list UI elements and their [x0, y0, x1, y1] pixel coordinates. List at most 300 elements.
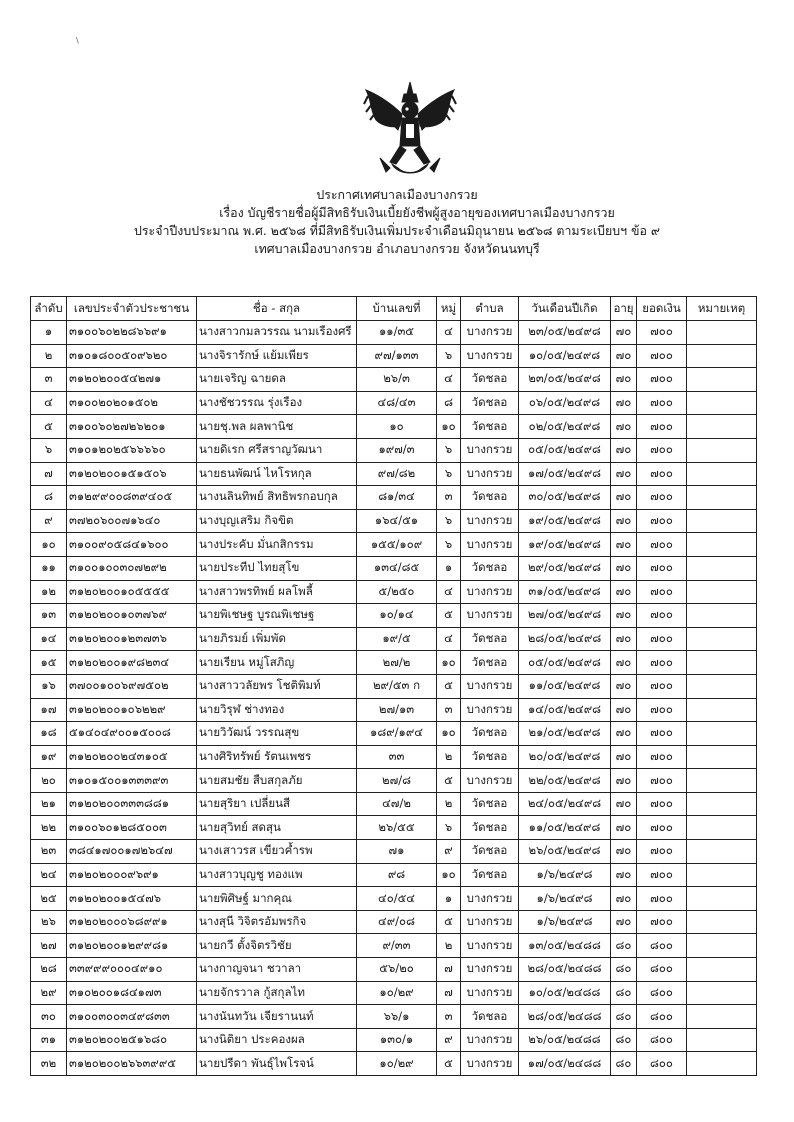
cell-subdistrict: บางกรวย — [461, 981, 519, 1005]
cell-age: ๗๐ — [611, 604, 637, 628]
cell-id: ๓๑๒๐๒๐๐๑๒๓๗๓๖ — [67, 627, 197, 651]
col-header-age: อายุ — [611, 297, 637, 321]
cell-name: นายเรียน หมู่โสภิญ — [197, 651, 357, 675]
cell-seq: ๓๐ — [31, 1005, 67, 1029]
cell-moo: ๕ — [437, 769, 461, 793]
cell-seq: ๑๑ — [31, 556, 67, 580]
cell-seq: ๒๘ — [31, 958, 67, 982]
cell-amount: ๗๐๐ — [637, 792, 687, 816]
cell-age: ๗๐ — [611, 321, 637, 345]
cell-house-no: ๒๙/๕๓ ก — [357, 674, 437, 698]
cell-seq: ๑๔ — [31, 627, 67, 651]
cell-age: ๗๐ — [611, 580, 637, 604]
table-row — [31, 627, 757, 651]
cell-house-no: ๙/๓๓ — [357, 934, 437, 958]
cell-name: นายสุวิทย์ สดสุน — [197, 816, 357, 840]
cell-amount: ๗๐๐ — [637, 887, 687, 911]
cell-subdistrict: บางกรวย — [461, 604, 519, 628]
cell-subdistrict: วัดชลอ — [461, 415, 519, 439]
table-row — [31, 462, 757, 486]
cell-name: นางสุนี วิจิตรอัมพรกิจ — [197, 910, 357, 934]
cell-birthdate: ๑๐/๐๕/๒๔๘๘ — [519, 981, 611, 1005]
cell-name: นายวิวัฒน์ วรรณสุข — [197, 722, 357, 746]
cell-age: ๘๐ — [611, 958, 637, 982]
col-header-id: เลขประจำตัวประชาชน — [67, 297, 197, 321]
cell-id: ๓๘๔๑๗๐๐๑๗๒๖๔๗ — [67, 840, 197, 864]
cell-name: นางนันทวัน เจียรานนท์ — [197, 1005, 357, 1029]
cell-id: ๓๗๐๐๑๐๐๖๙๗๕๐๒ — [67, 674, 197, 698]
col-header-amount: ยอดเงิน — [637, 297, 687, 321]
cell-remark — [687, 509, 757, 533]
cell-amount: ๗๐๐ — [637, 556, 687, 580]
cell-id: ๓๑๐๒๐๐๑๘๔๑๗๓ — [67, 981, 197, 1005]
table-row — [31, 368, 757, 392]
table-row — [31, 486, 757, 510]
cell-moo: ๕ — [437, 910, 461, 934]
cell-birthdate: ๑/๖/๒๔๙๘ — [519, 863, 611, 887]
cell-age: ๗๐ — [611, 792, 637, 816]
cell-seq: ๖ — [31, 438, 67, 462]
col-header-moo: หมู่ — [437, 297, 461, 321]
cell-moo: ๖ — [437, 816, 461, 840]
cell-age: ๗๐ — [611, 769, 637, 793]
cell-house-no: ๑๙๗/๓ — [357, 438, 437, 462]
cell-moo: ๑๐ — [437, 863, 461, 887]
cell-remark — [687, 462, 757, 486]
cell-seq: ๗ — [31, 462, 67, 486]
cell-house-no: ๑๓๔/๘๕ — [357, 556, 437, 580]
cell-house-no: ๑๓๐/๑ — [357, 1028, 437, 1052]
cell-id: ๓๑๒๐๒๐๐๑๙๘๒๓๔ — [67, 651, 197, 675]
cell-name: นายเจริญ ฉายดล — [197, 368, 357, 392]
cell-subdistrict: บางกรวย — [461, 910, 519, 934]
cell-seq: ๑๕ — [31, 651, 67, 675]
cell-subdistrict: วัดชลอ — [461, 816, 519, 840]
cell-id: ๓๑๐๐๙๐๕๘๔๑๖๐๐ — [67, 533, 197, 557]
cell-id: ๓๑๒๐๒๐๐๑๒๙๙๘๑ — [67, 934, 197, 958]
cell-seq: ๑๗ — [31, 698, 67, 722]
cell-moo: ๗ — [437, 958, 461, 982]
col-header-remark: หมายเหตุ — [687, 297, 757, 321]
cell-subdistrict: วัดชลอ — [461, 792, 519, 816]
cell-birthdate: ๑๙/๐๕/๒๔๙๘ — [519, 533, 611, 557]
cell-subdistrict: บางกรวย — [461, 674, 519, 698]
table-row — [31, 509, 757, 533]
announcement-subject: เรื่อง บัญชีรายชื่อผู้มีสิทธิรับเงินเบี้ยยังชีพผู้สูงอายุของเทศบาลเมืองบางกรวย — [219, 205, 615, 220]
cell-amount: ๗๐๐ — [637, 438, 687, 462]
cell-amount: ๗๐๐ — [637, 769, 687, 793]
cell-house-no: ๘๑/๓๔ — [357, 486, 437, 510]
cell-seq: ๓๒ — [31, 1052, 67, 1076]
cell-house-no: ๑๑/๓๕ — [357, 321, 437, 345]
cell-moo: ๘ — [437, 391, 461, 415]
cell-seq: ๓๑ — [31, 1028, 67, 1052]
cell-house-no: ๒๖/๓ — [357, 368, 437, 392]
cell-name: นายประทีป ไทยสุโข — [197, 556, 357, 580]
cell-house-no: ๑๕๕/๑๐๙ — [357, 533, 437, 557]
cell-seq: ๑๙ — [31, 745, 67, 769]
cell-name: นายพิศิษฐ์ มากคุณ — [197, 887, 357, 911]
cell-age: ๗๐ — [611, 627, 637, 651]
cell-age: ๘๐ — [611, 934, 637, 958]
cell-moo: ๓ — [437, 698, 461, 722]
cell-id: ๓๑๒๐๒๐๐๑๐๓๗๖๙ — [67, 604, 197, 628]
cell-seq: ๑๘ — [31, 722, 67, 746]
cell-id: ๓๑๐๐๖๐๒๒๘๖๖๙๑ — [67, 321, 197, 345]
cell-remark — [687, 722, 757, 746]
cell-name: นายภิรมย์ เพิ่มพัด — [197, 627, 357, 651]
cell-birthdate: ๒๖/๐๕/๒๔๘๘ — [519, 1028, 611, 1052]
cell-subdistrict: วัดชลอ — [461, 840, 519, 864]
cell-age: ๗๐ — [611, 887, 637, 911]
cell-name: นายชุ.พล ผลพานิช — [197, 415, 357, 439]
cell-amount: ๗๐๐ — [637, 745, 687, 769]
cell-birthdate: ๓๑/๐๕/๒๔๙๘ — [519, 580, 611, 604]
table-header-row — [31, 297, 757, 321]
cell-subdistrict: วัดชลอ — [461, 745, 519, 769]
cell-birthdate: ๑/๖/๒๔๙๘ — [519, 887, 611, 911]
cell-seq: ๑๒ — [31, 580, 67, 604]
cell-age: ๗๐ — [611, 651, 637, 675]
cell-subdistrict: บางกรวย — [461, 934, 519, 958]
cell-seq: ๒๕ — [31, 887, 67, 911]
cell-id: ๓๑๒๐๒๐๐๐๖๘๙๙๑ — [67, 910, 197, 934]
cell-birthdate: ๑๙/๐๕/๒๔๙๘ — [519, 509, 611, 533]
cell-name: นางชัชวรรณ รุ่งเรือง — [197, 391, 357, 415]
cell-birthdate: ๒๗/๐๕/๒๔๙๘ — [519, 604, 611, 628]
cell-id: ๓๗๒๐๖๐๐๗๑๖๔๐ — [67, 509, 197, 533]
table-row — [31, 887, 757, 911]
cell-amount: ๗๐๐ — [637, 533, 687, 557]
cell-house-no: ๒๗/๘ — [357, 769, 437, 793]
cell-age: ๗๐ — [611, 509, 637, 533]
cell-birthdate: ๐๕/๐๕/๒๔๙๘ — [519, 438, 611, 462]
cell-house-no: ๑๐/๒๙ — [357, 981, 437, 1005]
cell-remark — [687, 910, 757, 934]
cell-birthdate: ๒๔/๐๕/๒๔๙๘ — [519, 792, 611, 816]
cell-remark — [687, 438, 757, 462]
cell-seq: ๘ — [31, 486, 67, 510]
cell-amount: ๗๐๐ — [637, 344, 687, 368]
cell-remark — [687, 627, 757, 651]
cell-remark — [687, 1028, 757, 1052]
cell-amount: ๗๐๐ — [637, 910, 687, 934]
table-row — [31, 651, 757, 675]
cell-subdistrict: วัดชลอ — [461, 627, 519, 651]
table-row — [31, 604, 757, 628]
cell-seq: ๒๓ — [31, 840, 67, 864]
col-header-name: ชื่อ - สกุล — [197, 297, 357, 321]
cell-seq: ๒๙ — [31, 981, 67, 1005]
cell-remark — [687, 415, 757, 439]
cell-subdistrict: บางกรวย — [461, 769, 519, 793]
cell-amount: ๗๐๐ — [637, 627, 687, 651]
cell-house-no: ๒๗/๒ — [357, 651, 437, 675]
table-row — [31, 580, 757, 604]
cell-moo: ๓ — [437, 486, 461, 510]
cell-remark — [687, 533, 757, 557]
cell-remark — [687, 651, 757, 675]
cell-name: นายดิเรก ศรีสราญวัฒนา — [197, 438, 357, 462]
cell-moo: ๖ — [437, 462, 461, 486]
table-row — [31, 391, 757, 415]
cell-moo: ๖ — [437, 509, 461, 533]
cell-house-no: ๗๑ — [357, 840, 437, 864]
cell-remark — [687, 1052, 757, 1076]
cell-id: ๓๑๒๙๙๐๐๘๓๙๔๐๕ — [67, 486, 197, 510]
cell-remark — [687, 604, 757, 628]
cell-moo: ๕ — [437, 1052, 461, 1076]
cell-birthdate: ๐๖/๐๕/๒๔๙๘ — [519, 391, 611, 415]
cell-birthdate: ๑๗/๐๕/๒๔๘๘ — [519, 1052, 611, 1076]
cell-remark — [687, 698, 757, 722]
cell-age: ๗๐ — [611, 533, 637, 557]
cell-subdistrict: บางกรวย — [461, 698, 519, 722]
cell-house-no: ๔๐/๕๔ — [357, 887, 437, 911]
cell-subdistrict: บางกรวย — [461, 533, 519, 557]
cell-remark — [687, 580, 757, 604]
col-header-subdistrict: ตำบล — [461, 297, 519, 321]
cell-house-no: ๑๐/๒๙ — [357, 1052, 437, 1076]
cell-remark — [687, 887, 757, 911]
cell-amount: ๗๐๐ — [637, 368, 687, 392]
cell-id: ๓๑๐๑๕๐๐๑๓๓๓๙๓ — [67, 769, 197, 793]
cell-moo: ๑ — [437, 887, 461, 911]
cell-id: ๓๑๐๐๖๐๒๗๒๖๒๐๑ — [67, 415, 197, 439]
cell-moo: ๙ — [437, 840, 461, 864]
cell-seq: ๒๔ — [31, 863, 67, 887]
cell-house-no: ๑๐/๑๔ — [357, 604, 437, 628]
cell-amount: ๗๐๐ — [637, 816, 687, 840]
cell-seq: ๙ — [31, 509, 67, 533]
cell-remark — [687, 368, 757, 392]
cell-amount: ๘๐๐ — [637, 958, 687, 982]
cell-moo: ๒ — [437, 934, 461, 958]
cell-birthdate: ๒๙/๐๕/๒๔๙๘ — [519, 556, 611, 580]
cell-age: ๘๐ — [611, 1028, 637, 1052]
cell-amount: ๗๐๐ — [637, 580, 687, 604]
cell-age: ๗๐ — [611, 438, 637, 462]
cell-id: ๓๑๒๐๒๐๐๑๕๑๕๐๖ — [67, 462, 197, 486]
cell-subdistrict: วัดชลอ — [461, 391, 519, 415]
cell-subdistrict: วัดชลอ — [461, 722, 519, 746]
cell-subdistrict: บางกรวย — [461, 321, 519, 345]
cell-amount: ๗๐๐ — [637, 722, 687, 746]
cell-amount: ๗๐๐ — [637, 863, 687, 887]
cell-moo: ๙ — [437, 1028, 461, 1052]
cell-age: ๗๐ — [611, 415, 637, 439]
cell-amount: ๗๐๐ — [637, 415, 687, 439]
cell-moo: ๑๐ — [437, 722, 461, 746]
cell-age: ๘๐ — [611, 1052, 637, 1076]
cell-id: ๓๑๒๐๒๐๐๒๖๖๓๙๙๕ — [67, 1052, 197, 1076]
cell-remark — [687, 863, 757, 887]
cell-name: นางนิติยา ประคองผล — [197, 1028, 357, 1052]
cell-subdistrict: วัดชลอ — [461, 863, 519, 887]
col-header-birthdate: วันเดือนปีเกิด — [519, 297, 611, 321]
cell-birthdate: ๒๒/๐๕/๒๔๙๘ — [519, 769, 611, 793]
cell-seq: ๓ — [31, 368, 67, 392]
cell-subdistrict: วัดชลอ — [461, 368, 519, 392]
table-row — [31, 556, 757, 580]
table-row — [31, 1028, 757, 1052]
cell-id: ๓๑๒๐๒๐๐๒๕๑๖๘๐ — [67, 1028, 197, 1052]
cell-house-no: ๑๙/๕ — [357, 627, 437, 651]
beneficiary-table — [30, 296, 757, 1076]
cell-id: ๓๑๐๑๘๐๐๕๐๙๖๒๐ — [67, 344, 197, 368]
cell-amount: ๗๐๐ — [637, 462, 687, 486]
cell-birthdate: ๑/๖/๒๔๙๘ — [519, 910, 611, 934]
cell-moo: ๕ — [437, 604, 461, 628]
cell-id: ๓๑๐๑๒๐๒๕๖๖๖๖๐ — [67, 438, 197, 462]
cell-age: ๗๐ — [611, 462, 637, 486]
announcement-period: ประจำปีงบประมาณ พ.ศ. ๒๕๖๘ ที่มีสิทธิรับเงินเพิ่มประจำเดือนมิถุนายน ๒๕๖๘ ตามระเบียบฯ ข้อ ๙ — [134, 223, 660, 238]
cell-age: ๗๐ — [611, 556, 637, 580]
table-row — [31, 934, 757, 958]
cell-amount: ๗๐๐ — [637, 391, 687, 415]
cell-remark — [687, 556, 757, 580]
cell-age: ๗๐ — [611, 722, 637, 746]
cell-name: นางสาวพรทิพย์ ผลโพลี้ — [197, 580, 357, 604]
cell-moo: ๖ — [437, 533, 461, 557]
table-row — [31, 981, 757, 1005]
cell-remark — [687, 391, 757, 415]
cell-name: นางเสาวรส เขียวค้ำรพ — [197, 840, 357, 864]
announcement-location: เทศบาลเมืองบางกรวย อำเภอบางกรวย จังหวัดนนทบุรี — [254, 241, 540, 256]
col-header-seq: ลำดับ — [31, 297, 67, 321]
cell-seq: ๒๑ — [31, 792, 67, 816]
cell-moo: ๑๐ — [437, 415, 461, 439]
cell-moo: ๔ — [437, 627, 461, 651]
cell-house-no: ๔๗/๒ — [357, 792, 437, 816]
cell-subdistrict: บางกรวย — [461, 462, 519, 486]
cell-house-no: ๖๖/๑ — [357, 1005, 437, 1029]
cell-seq: ๒๐ — [31, 769, 67, 793]
cell-seq: ๕ — [31, 415, 67, 439]
cell-seq: ๑๓ — [31, 604, 67, 628]
cell-subdistrict: บางกรวย — [461, 887, 519, 911]
cell-moo: ๔ — [437, 580, 461, 604]
cell-amount: ๘๐๐ — [637, 934, 687, 958]
cell-moo: ๑๐ — [437, 651, 461, 675]
cell-house-no: ๑๘๙/๑๙๔ — [357, 722, 437, 746]
cell-id: ๓๑๒๐๒๐๐๕๔๒๗๑ — [67, 368, 197, 392]
cell-id: ๓๑๐๐๓๐๐๓๔๙๘๓๓ — [67, 1005, 197, 1029]
cell-seq: ๒๗ — [31, 934, 67, 958]
cell-house-no: ๙๗/๑๓๓ — [357, 344, 437, 368]
cell-subdistrict: บางกรวย — [461, 344, 519, 368]
cell-age: ๗๐ — [611, 863, 637, 887]
cell-age: ๗๐ — [611, 674, 637, 698]
table-row — [31, 533, 757, 557]
cell-birthdate: ๐๕/๐๕/๒๔๙๘ — [519, 651, 611, 675]
cell-moo: ๔ — [437, 321, 461, 345]
cell-age: ๗๐ — [611, 486, 637, 510]
cell-house-no: ๔๘/๔๓ — [357, 391, 437, 415]
cell-amount: ๗๐๐ — [637, 321, 687, 345]
cell-birthdate: ๒๘/๐๕/๒๔๘๘ — [519, 1005, 611, 1029]
cell-moo: ๗ — [437, 981, 461, 1005]
cell-house-no: ๕/๒๕๐ — [357, 580, 437, 604]
cell-amount: ๗๐๐ — [637, 651, 687, 675]
cell-birthdate: ๓๐/๐๕/๒๔๙๘ — [519, 486, 611, 510]
cell-subdistrict: วัดชลอ — [461, 556, 519, 580]
cell-remark — [687, 840, 757, 864]
cell-subdistrict: บางกรวย — [461, 1052, 519, 1076]
cell-subdistrict: บางกรวย — [461, 509, 519, 533]
cell-amount: ๗๐๐ — [637, 509, 687, 533]
table-row — [31, 840, 757, 864]
cell-remark — [687, 344, 757, 368]
table-row — [31, 415, 757, 439]
cell-birthdate: ๑๗/๐๕/๒๔๙๘ — [519, 462, 611, 486]
cell-id: ๓๑๒๐๒๐๐๒๔๓๑๐๕ — [67, 745, 197, 769]
cell-moo: ๖ — [437, 438, 461, 462]
cell-seq: ๔ — [31, 391, 67, 415]
cell-house-no: ๙๗/๘๒ — [357, 462, 437, 486]
cell-birthdate: ๒๖/๐๕/๒๔๙๘ — [519, 840, 611, 864]
cell-seq: ๒๒ — [31, 816, 67, 840]
cell-id: ๓๑๒๐๒๐๐๐๙๖๙๑ — [67, 863, 197, 887]
cell-birthdate: ๒๑/๐๕/๒๔๙๘ — [519, 722, 611, 746]
table-row — [31, 769, 757, 793]
cell-name: นางสาวบุญชู ทองแพ — [197, 863, 357, 887]
cell-house-no: ๓๓ — [357, 745, 437, 769]
cell-name: นายสมชัย สืบสกุลภัย — [197, 769, 357, 793]
cell-moo: ๕ — [437, 674, 461, 698]
cell-id: ๓๑๐๐๑๐๐๓๐๗๒๙๒ — [67, 556, 197, 580]
cell-subdistrict: บางกรวย — [461, 438, 519, 462]
cell-age: ๗๐ — [611, 745, 637, 769]
cell-seq: ๒ — [31, 344, 67, 368]
cell-age: ๗๐ — [611, 816, 637, 840]
cell-seq: ๒๖ — [31, 910, 67, 934]
table-row — [31, 1005, 757, 1029]
table-row — [31, 674, 757, 698]
cell-birthdate: ๑๔/๐๕/๒๔๙๘ — [519, 698, 611, 722]
cell-age: ๗๐ — [611, 344, 637, 368]
cell-subdistrict: บางกรวย — [461, 958, 519, 982]
cell-house-no: ๑๐ — [357, 415, 437, 439]
cell-name: นางประคับ มั่นกสิกรรม — [197, 533, 357, 557]
cell-birthdate: ๑๐/๐๕/๒๔๙๘ — [519, 344, 611, 368]
cell-amount: ๘๐๐ — [637, 981, 687, 1005]
cell-remark — [687, 792, 757, 816]
cell-moo: ๒ — [437, 792, 461, 816]
cell-age: ๗๐ — [611, 840, 637, 864]
cell-name: นายพิเชษฐ บูรณพิเชษฐ — [197, 604, 357, 628]
col-header-house-no: บ้านเลขที่ — [357, 297, 437, 321]
cell-id: ๓๑๒๐๒๐๐๓๓๓๘๘๑ — [67, 792, 197, 816]
cell-age: ๘๐ — [611, 1005, 637, 1029]
cell-age: ๗๐ — [611, 391, 637, 415]
cell-id: ๓๑๒๐๒๐๐๑๐๖๒๒๙ — [67, 698, 197, 722]
cell-amount: ๗๐๐ — [637, 674, 687, 698]
cell-id: ๓๑๐๐๒๐๒๐๑๕๐๒ — [67, 391, 197, 415]
cell-id: ๓๑๒๐๒๐๐๑๐๕๕๕๕ — [67, 580, 197, 604]
table-row — [31, 958, 757, 982]
table-row — [31, 438, 757, 462]
table-row — [31, 344, 757, 368]
cell-id: ๓๑๐๐๖๐๑๒๘๕๐๐๓ — [67, 816, 197, 840]
cell-remark — [687, 1005, 757, 1029]
cell-name: นางจิรารักษ์ แย้มเพียร — [197, 344, 357, 368]
table-row — [31, 722, 757, 746]
cell-name: นางกาญจนา ชวาลา — [197, 958, 357, 982]
cell-subdistrict: บางกรวย — [461, 580, 519, 604]
cell-birthdate: ๒๘/๐๕/๒๔๘๘ — [519, 958, 611, 982]
cell-subdistrict: วัดชลอ — [461, 486, 519, 510]
